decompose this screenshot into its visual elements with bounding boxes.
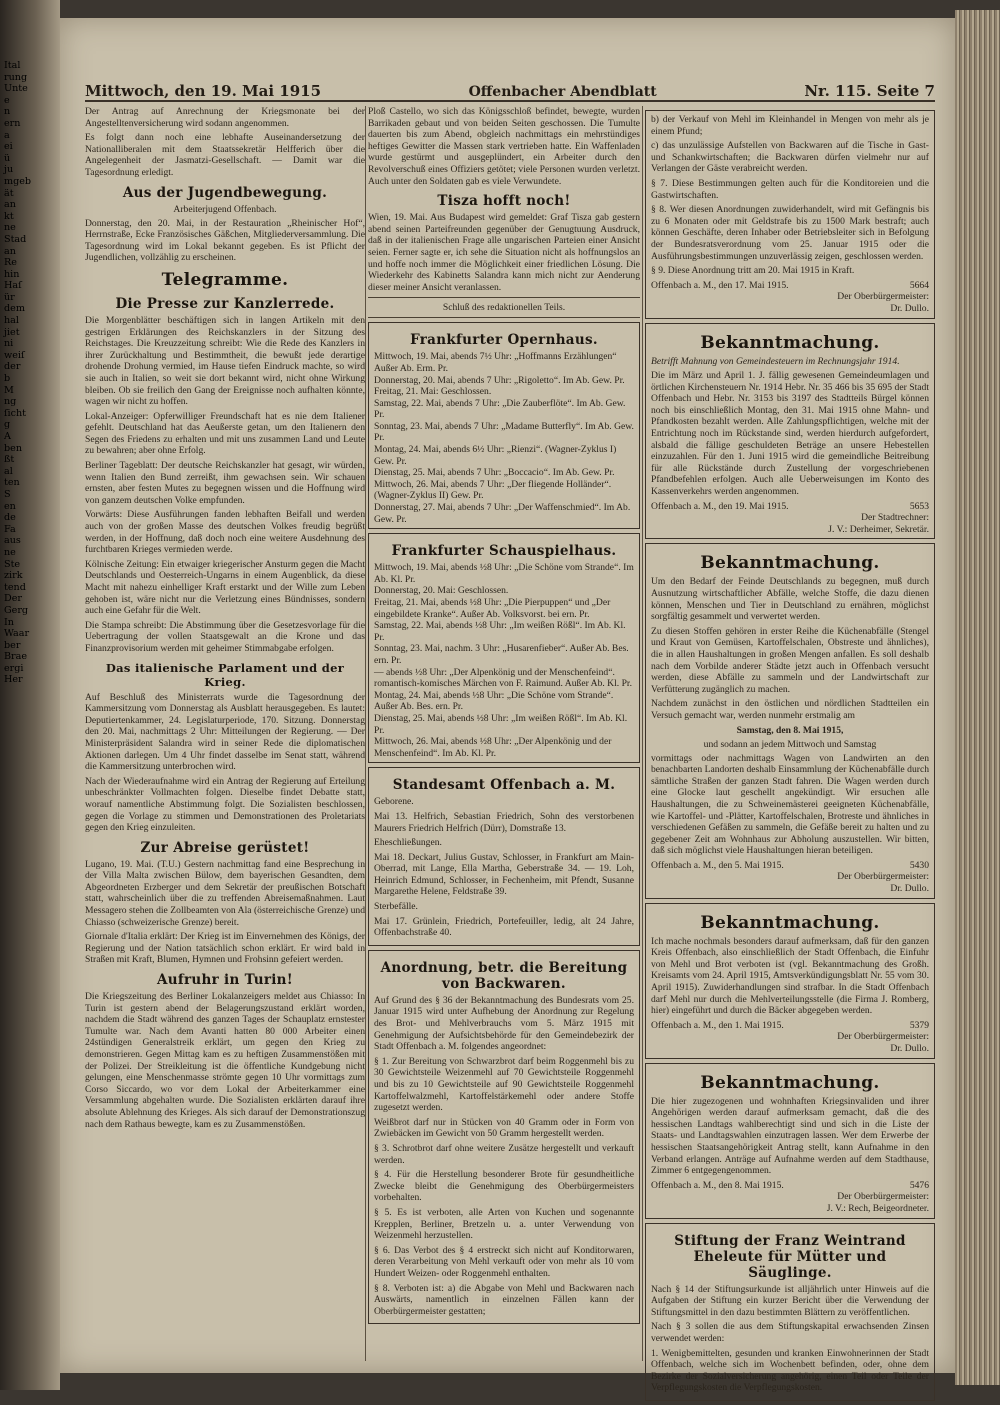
intro-paragraph: Es folgt dann noch eine lebhafte Auseinandersetzung der Nationalliberalen mit dem Staatssekretär Helfferich über die Angelegenheit der Jasmatzi-Gesellschaft. — Damit war die Tagesordnung erledigt.	[85, 132, 365, 178]
notice-heading: Bekanntmachung.	[700, 1072, 880, 1093]
notice-date: Offenbach a. M., den 8. Mai 1915.	[651, 1179, 784, 1191]
notice-heading-stiftung: Stiftung der Franz Weintrand Eheleute für Mütter und Säuglinge.	[674, 1232, 906, 1281]
adjacent-page-word: hal	[4, 315, 19, 327]
adjacent-page-word: ju	[4, 164, 14, 176]
notice-box-invaliden	[645, 1063, 935, 1219]
notice-date: Offenbach a. M., den 17. Mai 1915.	[651, 279, 789, 291]
signature-title: Der Oberbürgermeister:	[837, 1031, 929, 1043]
registry-entry: Eheschließungen.	[374, 837, 442, 849]
ad-box-schauspielhaus	[368, 533, 640, 763]
adjacent-page-word: ber	[4, 639, 21, 651]
book-page-edges	[955, 10, 1000, 1385]
adjacent-page-word: ſicht	[4, 407, 27, 419]
adjacent-page-word: ng	[4, 396, 17, 408]
adjacent-page-fragment	[4, 60, 56, 1360]
notice-body	[651, 576, 929, 721]
article-heading-parlament: Das italienische Parlament und der Krieg.	[105, 660, 345, 689]
article-paragraph: Nach der Wiederaufnahme wird ein Antrag der Regierung auf Erteilung unbeschränkter Vollmachten folgen. Dieselbe findet Debatte statt, worauf namentliche Abstimmung folgt. Die Sozialisten beschlossen, gegen die Vorlage zu stimmen und Demonstrationen des Proletariats gegen den Krieg einzuleiten.	[85, 775, 365, 834]
notice-number: 5664	[909, 279, 929, 291]
adjacent-page-word: ü	[4, 152, 11, 164]
adjacent-page-word: Brae	[4, 651, 28, 663]
program-entry: Freitag, 21. Mai, abends ½8 Uhr: „Die Pierpuppen“ und „Der eingebildete Kranke“. Außer Ab. Volksvorst. bei ern. Pr.	[374, 597, 611, 620]
notice-box-stiftung	[645, 1223, 935, 1401]
article-paragraph: Lugano, 19. Mai. (T.U.) Gestern nachmittag fand eine Besprechung in der Villa Malta zwischen Bülow, dem bayerischen Gesandten, dem Abgeordneten Erzberger und dem Sekretär der preußischen Botschaft statt, wahrscheinlich über die zu treffenden Abreisemaßnahmen. Laut Messagero stehen die Zollbeamten von Ala (österreichische Grenze) und Chiasso (schweizerische Grenze) bereit.	[85, 858, 365, 928]
adjacent-page-word: weiſ	[4, 349, 25, 361]
ordinance-paragraph: § 8. Verboten ist: a) die Abgabe von Mehl und Backwaren nach Auswärts, namentlich in einzelnen Fällen kann der Oberbürgermeister gestatten;	[374, 1282, 634, 1317]
program-entry: Dienstag, 25. Mai, abends 7 Uhr: „Boccacio“. Im Ab. Gew. Pr.	[374, 467, 615, 479]
ordinance-paragraph: Weißbrot darf nur in Stücken von 40 Gramm oder in Form von Zwiebäcken im Gewicht von 50 Gramm hergestellt werden.	[374, 1116, 634, 1140]
ordinance-paragraph: § 4. Für die Herstellung besonderer Brote für gesundheitliche Zwecke bleibt die Genehmigung des Oberbürgermeisters vorbehalten.	[374, 1169, 634, 1204]
end-of-editorial-note: Schluß des redaktionellen Teils.	[442, 302, 566, 314]
adjacent-page-word: ben	[4, 442, 22, 454]
column-2	[368, 106, 640, 1328]
adjacent-page-word: kt	[4, 210, 14, 222]
ad-box-opernhaus	[368, 322, 640, 529]
registry-entry: Mai 13. Helfrich, Sebastian Friedrich, Sohn des verstorbenen Maurers Friedrich Helfrich (Dürr), Domstraße 13.	[374, 810, 634, 834]
adjacent-page-word: Re	[4, 257, 17, 269]
notice-date: Offenbach a. M., den 1. Mai 1915.	[651, 1019, 784, 1031]
adjacent-page-word: g	[4, 419, 11, 431]
notice-body	[651, 1284, 929, 1394]
notice-continued	[645, 110, 935, 319]
notice-paragraph: Nachdem zunächst in den östlichen und nördlichen Stadtteilen ein Versuch gemacht war, werden nunmehr erstmalig am	[651, 698, 929, 721]
signature-name: Dr. Dullo.	[890, 1043, 929, 1054]
ad-heading-schauspielhaus: Frankfurter Schauspielhaus.	[391, 543, 617, 560]
adjacent-page-word: Waar	[4, 628, 30, 640]
signature-title: Der Oberbürgermeister:	[837, 291, 929, 303]
ordinance-paragraph: b) der Verkauf von Mehl im Kleinhandel in Mengen von mehr als je einem Pfund;	[651, 114, 929, 137]
column-rule	[365, 106, 366, 1361]
ordinance-paragraph: § 6. Das Verbot des § 4 erstreckt sich nicht auf Konditorwaren, deren Verarbeitung von Mehl verkauft oder von mehr als 10 vom Hundert Weizen- oder Roggenmehl enthalten.	[374, 1244, 634, 1279]
masthead-page: Nr. 115. Seite 7	[804, 82, 935, 100]
adjacent-page-word: ergi	[4, 662, 24, 674]
registry-entry: Geborene.	[374, 796, 414, 808]
program-entry: Samstag, 22. Mai, abends 7 Uhr: „Die Zauberflöte“. Im Ab. Gew. Pr.	[374, 397, 626, 421]
ordinance-paragraph: § 5. Es ist verboten, alle Arten von Kuchen und sogenannte Krepplen, Berliner, Bretzeln u. a. unter Verwendung von Weizenmehl herzustellen.	[374, 1206, 634, 1242]
notice-number: 5379	[909, 1019, 929, 1031]
column-3	[645, 106, 935, 1405]
adjacent-page-word: e	[4, 94, 10, 106]
article-paragraph: Lokal-Anzeiger: Opferwilliger Freundschaft hat es nie dem Italiener gefehlt. Deutschland hat das Aeußerste getan, um den Italienern den Segen des Friedens zu erhalten und mit uns zusammen Land und Leute zu bewahren; aber ohne Erfolg.	[85, 410, 365, 457]
adjacent-page-word: S	[4, 488, 11, 500]
program-entry: Montag, 24. Mai, abends ½8 Uhr: „Die Schöne vom Strande“. Außer Ab. Bes. ern. Pr.	[374, 689, 614, 713]
adjacent-page-word: Gerg	[4, 604, 29, 616]
notice-schedule: und sodann an jedem Mittwoch und Samstag	[703, 738, 877, 750]
ad-heading-standesamt: Standesamt Offenbach a. M.	[392, 777, 616, 794]
signature-title: Der Oberbürgermeister:	[837, 871, 929, 883]
article-paragraph: Die Kriegszeitung des Berliner Lokalanzeigers meldet aus Chiasso: In Turin ist gestern abend der Belagerungszustand erklärt worden, nachdem die Stadt während des ganzen Tages der Schauplatz ernstester Tumulte war. Nach dem Avanti hatten 80 000 Arbeiter einen 24stündigen Generalstreik erklärt, um gegen den Krieg zu demonstrieren. Gegen Mittag kam es zu heftigen Zusammenstößen mit der Polizei. Der Streikleitung ist die öffentliche Kundgebung nicht gelungen, eine Menschenmasse strömte gegen 10 Uhr vormittags zum Corso Siccardo, wo vor dem Lokal der Arbeiterkammer eine Versammlung abgehalten wurde. Die Sozialisten erklärten darauf ihre absolute Ablehnung des Krieges. Als sich darauf der Demonstrationszug nach dem Rathaus bewegte, kam es zu Zusammenstößen.	[85, 991, 365, 1130]
adjacent-page-word: ür	[4, 291, 15, 303]
signature-name: Dr. Dullo.	[890, 302, 929, 314]
article-heading-turin: Aufruhr in Turin!	[157, 972, 293, 989]
notice-paragraph: Die hier zugezogenen und wohnhaften Kriegsinvaliden und ihrer Angehörigen werden darauf aufmerksam gemacht, daß die des hessischen Landtags wahlberechtigt sind und sich in die Liste der Staats- und Landtagswahlen einzutragen lassen. Wer dem Erwerbe der hessischen Staatsangehörigkeit Antrag stellt, kann Aufnahme in den Verband erlangen. Anträge auf Aufnahme werden auf dem Stadthause, Zimmer 6 entgegengenommen.	[651, 1095, 929, 1177]
ad-box-anordnung	[368, 950, 640, 1324]
program-entry: Mittwoch, 26. Mai, abends 7 Uhr: „Der fliegende Holländer“. (Wagner-Zyklus II) Gew. Pr.	[374, 478, 612, 502]
adjacent-page-word: der	[4, 361, 21, 373]
ad-heading-anordnung: Anordnung, betr. die Bereitung von Backwaren.	[380, 959, 628, 992]
article-paragraph: Vorwärts: Diese Ausführungen fanden lebhaften Beifall und werden auch von der großen Masse des deutschen Volkes freudig begrüßt werden, in der Hoffnung, daß doch noch eine weitere Ausdehnung des furchtbaren Krieges vermieden werde.	[85, 509, 365, 556]
ordinance-paragraph: § 7. Diese Bestimmungen gelten auch für die Konditoreien und die Gastwirtschaften.	[651, 177, 929, 201]
signature-name: J. V.: Rech, Beigeordneter.	[826, 1202, 929, 1214]
registry-entry: Mai 18. Deckart, Julius Gustav, Schlosser, in Frankfurt am Main-Oberrad, mit Lange, Ella Martha, Geberstraße 34. — 19. Loh, Heinrich Edmund, Schlosser, in Fechenheim, mit Pfendt, Susanne Margarethe Helene, Feldstraße 39.	[374, 851, 634, 898]
adjacent-page-word: aus	[4, 535, 21, 547]
divider	[368, 317, 640, 318]
adjacent-page-word: Stad	[4, 233, 27, 245]
ordinance-paragraph: § 8. Wer diesen Anordnungen zuwiderhandelt, wird mit Gefängnis bis zu 6 Monaten oder mit Geldstrafe bis zu 1500 Mark bestraft; auch können Geschäfte, deren Inhaber oder Betriebsleiter sich in Befolgung der Bundesratsverordnung vom 25. Januar 1915 oder die Ausführungsbestimmungen unzuverlässig zeigen, geschlossen werden.	[651, 204, 929, 262]
adjacent-page-word: a	[4, 129, 10, 141]
signature-title: Der Oberbürgermeister:	[837, 1191, 929, 1203]
ordinance-paragraph: Auf Grund des § 36 der Bekanntmachung des Bundesrats vom 25. Januar 1915 wird unter Aufhebung der Anordnung zur Regelung des Brot- und Mehlverbrauchs vom 5. März 1915 mit Genehmigung der Aufsichtsbehörde für den Gemeindebezirk der Stadt Offenbach a. M. folgendes angeordnet:	[374, 994, 634, 1053]
newspaper-page	[60, 18, 955, 1394]
article-paragraph: Kölnische Zeitung: Ein etwaiger kriegerischer Ansturm gegen die Macht Deutschlands und Oesterreich-Ungarns in einem Augenblick, da diese Macht mit nahezu einhelliger Kraft erstarkt und der Wille zum Leben gehoben ist, wäre nicht nur die Verletzung eines Bündnisses, sondern auch eine Gefahr für die Welt.	[85, 558, 365, 617]
notice-paragraph: 1. Wenigbemittelten, gesunden und kranken Einwohnerinnen der Stadt Offenbach, welche sich im Wochenbett befinden, oder, ohne dem Bezirke der Sozialversicherung angehörig, einen Teil oder Teile der Verpflegungskosten die Verpflegungskosten.	[651, 1347, 929, 1394]
program-entry: Sonntag, 23. Mai, abends 7 Uhr: „Madame Butterfly“. Im Ab. Gew. Pr.	[374, 420, 634, 444]
masthead	[85, 78, 935, 102]
adjacent-page-word: ni	[4, 338, 14, 350]
article-paragraph: Wien, 19. Mai. Aus Budapest wird gemeldet: Graf Tisza gab gestern abend seinen Parteifreunden gegenüber der Genugtuung Ausdruck, daß in der italienischen Frage alle ungarischen Parteien einer Ansicht seien. Ferner sagte er, ich sehe die Situation nicht als hoffnungslos an und hoffe noch immer die Möglichkeit einer friedlichen Lösung. Die Wiederkehr des Kabinetts Salandra kann mich nicht zur Aenderung dieser meiner Ansicht veranlassen.	[368, 212, 640, 293]
ordinance-paragraph: c) das unzulässige Aufstellen von Backwaren auf die Tische in Gast- und Schankwirtschaften; die Backwaren dürfen vielmehr nur auf Verlangen der Gäste verabreicht werden.	[651, 140, 929, 175]
adjacent-page-word: Haſ	[4, 280, 22, 292]
notice-paragraph: Nach § 14 der Stiftungsurkunde ist alljährlich unter Hinweis auf die Aufgaben der Stiftung ein kurzer Bericht über die Verwendung der Stiftungsmittel in den dazu bestimmten Blättern zu veröffentlichen.	[651, 1283, 929, 1318]
notice-heading: Bekanntmachung.	[700, 553, 880, 574]
program-entry: Freitag, 21. Mai: Geschlossen.	[374, 386, 492, 398]
program-list	[374, 351, 634, 525]
section-heading-telegramme: Telegramme.	[161, 269, 289, 290]
notice-paragraph: Nach § 3 sollen die aus dem Stiftungskapital erwachsenden Zinsen verwendet werden:	[651, 1321, 929, 1344]
article-paragraph: Berliner Tageblatt: Der deutsche Reichskanzler hat gesagt, wir würden, wenn Italien den Bund zerreißt, ihm gewachsen sein. Wir schauen ernsten, aber festen Mutes zu begegnen wissen und die Hoffnung wird von ganzem deutschen Volke empfunden.	[85, 460, 365, 506]
notice-number: 5430	[909, 859, 929, 871]
notice-paragraph: Um den Bedarf der Feinde Deutschlands zu begegnen, muß durch Ausnutzung wirtschaftlicher Abfälle, welche Stoffe, die dazu dienen können, Menschen und Tier in Deutschland zu ernähren, möglichst sorgfältig gesammelt und verwertet werden.	[651, 576, 929, 623]
adjacent-page-word: an	[4, 245, 16, 257]
notice-paragraph: Ich mache nochmals besonders darauf aufmerksam, daß für den ganzen Kreis Offenbach, also einschließlich der Stadt Offenbach, die Einfuhr von Mehl und Brot verboten ist (vgl. Bekanntmachung des Großh. Kreisamts vom 24. April 1915, Amtsverkündigungsblatt Nr. 55 vom 30. April 1915). Zuwiderhandlungen sind strafbar. In die Stadt Offenbach darf Mehl nur durch die Mehlverteilungsstelle (die Firma J. Romberg, hier) eingeführt und durch die Bäcker abgegeben werden.	[651, 935, 929, 1017]
ad-heading-opernhaus: Frankfurter Opernhaus.	[410, 332, 598, 349]
masthead-date: Mittwoch, den 19. Mai 1915	[85, 82, 322, 100]
adjacent-page-word: zirk	[4, 570, 23, 582]
adjacent-page-word: ei	[4, 141, 13, 153]
adjacent-page-word: tend	[4, 581, 26, 593]
section-heading-jugend: Aus der Jugendbewegung.	[122, 184, 328, 201]
book-binding-left	[0, 0, 60, 1390]
program-entry: Donnerstag, 20. Mai: Geschlossen.	[374, 585, 509, 597]
adjacent-page-word: al	[4, 465, 13, 477]
adjacent-page-word: ern	[4, 117, 21, 129]
program-entry: Donnerstag, 20. Mai, abends 7 Uhr: „Rigoletto“. Im Ab. Gew. Pr.	[374, 374, 625, 386]
program-entry: Mittwoch, 19. Mai, abends ½8 Uhr: „Die Schöne vom Strande“. Im Ab. Kl. Pr.	[374, 562, 634, 585]
article-paragraph: Die Stampa schreibt: Die Abstimmung über die Gesetzesvorlage für die Uebertragung der vollen Staatsgewalt an die Krone und das Finanzprovisorium werden mit geheimer Stimmabgabe erfolgen.	[85, 619, 365, 654]
ad-box-standesamt	[368, 767, 640, 946]
notice-date-emphasis: Samstag, den 8. Mai 1915,	[736, 724, 844, 736]
adjacent-page-word: Her	[4, 674, 23, 686]
intro-paragraph: Der Antrag auf Anrechnung der Kriegsmonate bei der Angestelltenversicherung wird sodann angenommen.	[85, 106, 365, 129]
article-paragraph: Donnerstag, den 20. Mai, in der Restauration „Rheinischer Hof“, Herrnstraße, Ecke Französisches Gäßchen, Mitgliederversammlung. Die Tagesordnung wird im Lokal bekannt gegeben. Es ist Pflicht der Jugendlichen, vollzählig zu erscheinen.	[85, 217, 365, 264]
notice-number: 5653	[909, 500, 929, 512]
column-1	[85, 106, 365, 1133]
program-entry: Mittwoch, 19. Mai, abends 7½ Uhr: „Hoffmanns Erzählungen“ Außer Ab. Erm. Pr.	[374, 351, 617, 374]
program-list	[374, 562, 634, 759]
signature-title: Der Stadtrechner:	[861, 512, 929, 524]
notice-date: Offenbach a. M., den 19. Mai 1915.	[651, 500, 789, 512]
adjacent-page-word: dem	[4, 303, 25, 315]
adjacent-page-word: Unte	[4, 83, 28, 95]
program-entry: Dienstag, 25. Mai, abends ½8 Uhr: „Im weißen Rößl“. Im Ab. Kl. Pr.	[374, 712, 628, 736]
divider	[368, 297, 640, 298]
adjacent-page-word: n	[4, 106, 11, 118]
notice-paragraph: Zu diesen Stoffen gehören in erster Reihe die Küchenabfälle (Stengel und Kraut von Gemüsen, Kartoffelschalen, Obstreste und ähnliches), die in allen Haushaltungen in großen Mengen anfallen. Es soll deshalb nach dem Vorbilde anderer Städte jetzt auch in Offenbach versucht werden, diese Abfälle zu sammeln und der Landwirtschaft zur Verfütterung zugänglich zu machen.	[651, 625, 929, 695]
adjacent-page-word: ät	[4, 187, 14, 199]
registry-entry: Mai 17. Grünlein, Friedrich, Portefeuiller, ledig, alt 24 Jahre, Offenbachstraße 40.	[374, 915, 634, 939]
program-entry: Samstag, 22. Mai, abends ½8 Uhr: „Im weißen Rößl“. Im Ab. Kl. Pr.	[374, 620, 626, 643]
adjacent-page-word: ten	[4, 477, 20, 489]
adjacent-page-word: ne	[4, 222, 16, 234]
adjacent-page-word: M	[4, 384, 14, 396]
signature-name: J. V.: Derheimer, Sekretär.	[828, 523, 929, 535]
ordinance-paragraph: § 9. Diese Anordnung tritt am 20. Mai 1915 in Kraft.	[651, 265, 855, 277]
article-paragraph: Ploß Castello, wo sich das Königsschloß befindet, bewegte, wurden Barrikaden gebaut und von beiden Seiten geschossen. Die Tumulte dauerten bis zum Abend, obgleich nachmittags ein mehrstündiges heftiges Gewitter die Massen stark vertrieben hatte. Ein Waffenladen wurde gestürmt und ausgeplündert, ein Arbeiter durch den Revolverschuß eines Offiziers getötet; viele Personen wurden verletzt. Auch unter den Soldaten gab es viele Verwundete.	[368, 106, 640, 187]
adjacent-page-word: ßt	[4, 454, 15, 466]
notice-paragraph: vormittags oder nachmittags Wagen von Landwirten an den benachbarten Landorten deshalb Einsammlung der Küchenabfälle durch sämtliche Straßen der ganzen Stadt fahren. Die Wagen werden durch eine Glocke laut geschellt angekündigt. Wir ersuchen alle Haushaltungen, die zu Schweinemästerei geeigneten Küchenabfälle, wie Kartoffel- und -Plätter, Kartoffelschalen, Brotreste und ähnliches in verschiedenen Gefäßen zu sammeln, die Gefäße bereit zu halten und zu gegebener Zeit am Wohnhaus zur Abholung auszustellen. Wir bitten, daß sich möglichst viele Haushaltungen hieran beteiligen.	[651, 752, 929, 857]
adjacent-page-word: Ital	[4, 60, 21, 71]
adjacent-page-word: Ste	[4, 558, 21, 570]
notice-paragraph: Die im März und April 1. J. fällig gewesenen Gemeindeumlagen und örtlichen Kirchensteuern Nr. 1914 Hebr. Nr. 35 466 bis 35 695 der Stadt Offenbach und Hebr. Nr. 3153 bis 3197 des Stadtteils Bürgel können noch bis einschließlich Montag, den 31. Mai 1915 ohne Mahn- und Pfandkosten bezahlt werden. Alle Zahlungspflichtigen, welche mit der Entrichtung noch im Rückstande sind, werden hierdurch aufgefordert, alsbald die fällige geschuldeten Beträge an unsere Hebestellen einzuzahlen. Für den 1. Juni 1915 wird die gemeindliche Beitreibung für alle Rückstände durch Zustellung der vorgeschriebenen Pfandbefehlen erfolgen. Auch alle Ueberweisungen im Konto des Kassenverkehrs werden angenommen.	[651, 370, 929, 498]
registry-entry: Sterbefälle.	[374, 901, 418, 913]
notice-box-einfuhr	[645, 903, 935, 1059]
adjacent-page-word: Der	[4, 593, 22, 605]
ordinance-body	[374, 995, 634, 1317]
program-entry: Mittwoch, 26. Mai, abends ½8 Uhr: „Der Alpenkönig und der Menschenfeind“. Im Ab. Kl. Pr.	[374, 736, 612, 759]
article-heading-presse: Die Presse zur Kanzlerrede.	[115, 295, 335, 312]
article-body-parlament	[85, 692, 365, 834]
notice-heading: Bekanntmachung.	[700, 332, 880, 353]
adjacent-page-word: In	[4, 616, 14, 628]
article-paragraph: Auf Beschluß des Ministerrats wurde die Tagesordnung der Kammersitzung vom Donnerstag als Ausblatt herausgegeben. Es lautet: Deputiertenkammer, 24. Legislaturperiode, 170. Sitzung. Donnerstag den 20. Mai, nachmittags 2 Uhr: Mitteilungen der Regierung. — Der Ministerpräsident Salandra wird in seiner Rede die diplomatischen Aktionen darlegen. Um 4 Uhr findet dasselbe im Senat statt, während die Kammersitzung unterbrochen wird.	[85, 691, 365, 773]
program-entry: Donnerstag, 27. Mai, abends 7 Uhr: „Der Waffenschmied“. Im Ab. Gew. Pr.	[374, 502, 631, 525]
registry-list	[374, 796, 634, 939]
article-body-abreise	[85, 859, 365, 966]
ordinance-paragraph: § 1. Zur Bereitung von Schwarzbrot darf beim Roggenmehl bis zu 30 Gewichtsteile Weizenmehl auf 70 Gewichtsteile Roggenmehl und bis zu 10 Gewichtsteile auf 90 Gewichtsteile Roggenmehl Kartoffelwalzmehl, Kartoffelstärkemehl oder andere Stoffe zugesetzt werden.	[374, 1055, 634, 1114]
adjacent-page-word: de	[4, 512, 16, 524]
adjacent-page-word: b	[4, 373, 11, 385]
masthead-title: Offenbacher Abendblatt	[468, 84, 657, 100]
ordinance-paragraph: § 3. Schrotbrot darf ohne weitere Zusätze hergestellt und verkauft werden.	[374, 1142, 634, 1166]
notice-date: Offenbach a. M., den 5. Mai 1915.	[651, 859, 784, 871]
adjacent-page-word: en	[4, 500, 16, 512]
signature-name: Dr. Dullo.	[890, 883, 929, 895]
article-heading-tisza: Tisza hofft noch!	[437, 193, 571, 210]
article-paragraph: Giornale d'Italia erklärt: Der Krieg ist im Einvernehmen des Königs, der Regierung und der Nation tatsächlich schon erklärt. Er wird bald in Straßen mit Kraft, Blumen, Hymnen und Frohsinn gefeiert werden.	[85, 931, 365, 966]
article-paragraph: Die Morgenblätter beschäftigen sich in langen Artikeln mit den gestrigen Erklärungen des Reichskanzlers in der Sitzung des Reichstages. Die Kreuzzeitung schreibt: Wie die Rede des Kanzlers in ihrer Zurückhaltung und Bestimmtheit, die bewußt jede derartige drohende Drohung vermied, im Hause tiefen Eindruck machte, so wird sie auch in Italien, so weit sie dort bekannt wird, nicht ohne Wirkung bleiben. Ob sie freilich den Gang der Ereignisse noch aufhalten könnte, wagen wir nicht zu hoffen.	[85, 314, 365, 408]
adjacent-page-word: mgeb	[4, 175, 32, 187]
ordinance-continued	[651, 114, 929, 277]
notice-box-kuechenabfaelle	[645, 543, 935, 898]
article-heading-abreise: Zur Abreise gerüstet!	[140, 839, 310, 856]
adjacent-page-word: Fa	[4, 523, 16, 535]
adjacent-page-word: A	[4, 431, 11, 442]
program-entry: — abends ½8 Uhr: „Der Alpenkönig und der Menschenfeind“. romantisch-komisches Märchen von F. Raimund. Außer Ab. Kl. Pr.	[374, 666, 632, 690]
program-entry: Montag, 24. Mai, abends 6½ Uhr: „Rienzi“. (Wagner-Zyklus I) Gew. Pr.	[374, 444, 617, 467]
adjacent-page-word: an	[4, 199, 16, 211]
adjacent-page-word: rung	[4, 71, 28, 83]
column-rule	[642, 106, 643, 1361]
program-entry: Sonntag, 23. Mai, nachm. 3 Uhr: „Husarenfieber“. Außer Ab. Bes. ern. Pr.	[374, 643, 629, 666]
adjacent-page-word: ne	[4, 546, 16, 558]
article-body-presse	[85, 315, 365, 655]
adjacent-page-word: jiet	[4, 326, 20, 338]
notice-heading: Bekanntmachung.	[700, 912, 880, 933]
section-subheading: Arbeiterjugend Offenbach.	[173, 203, 277, 215]
notice-number: 5476	[909, 1179, 929, 1191]
notice-box-mahnung	[645, 323, 935, 540]
adjacent-page-word: hin	[4, 268, 20, 280]
notice-subject: Betrifft Mahnung von Gemeindesteuern im Rechnungsjahr 1914.	[651, 355, 900, 367]
